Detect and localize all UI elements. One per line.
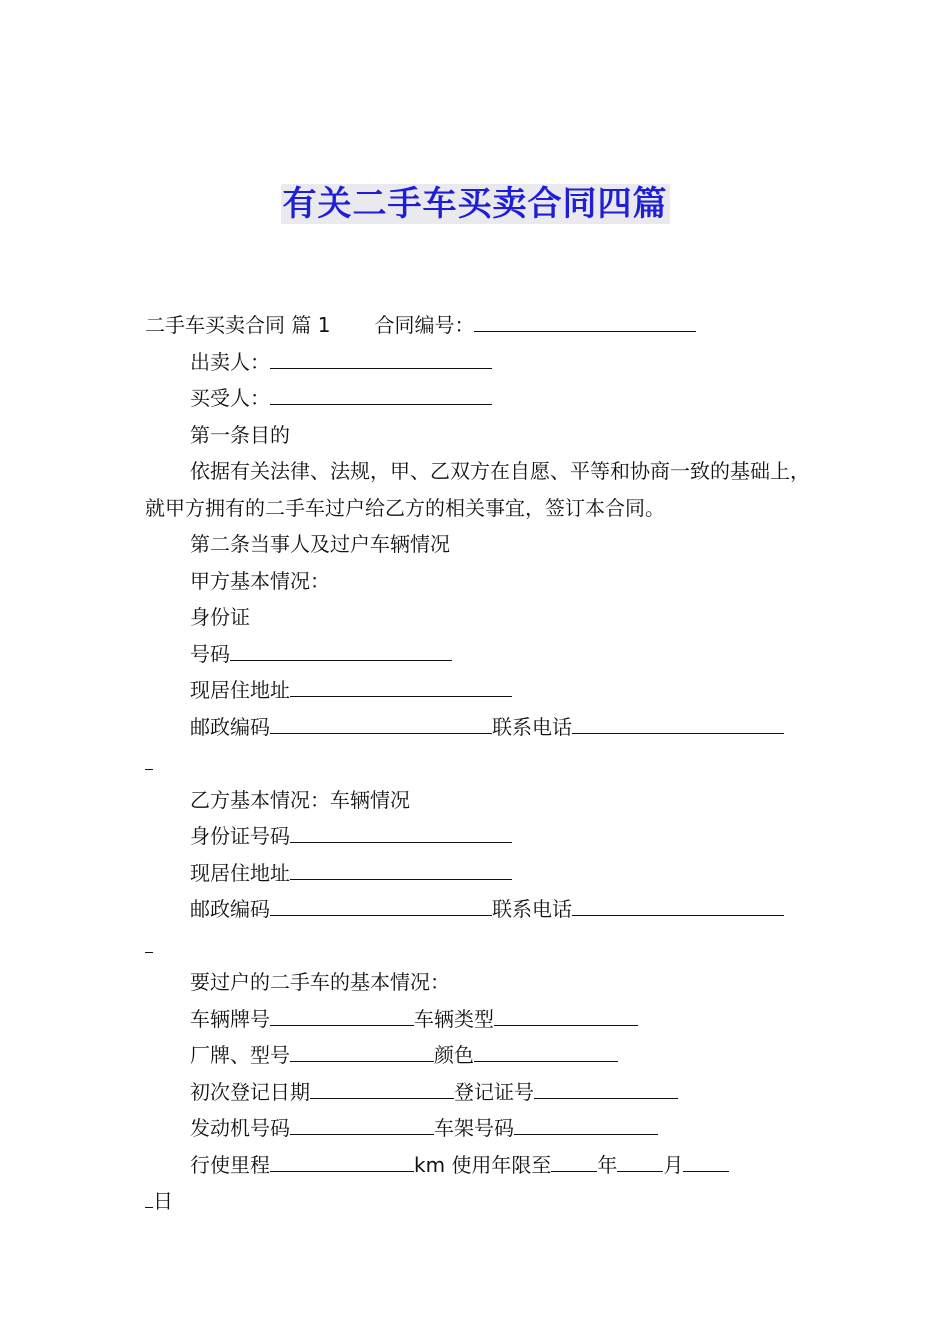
buyer-line <box>145 380 810 417</box>
reg-cert-label: 登记证号 <box>454 1079 534 1104</box>
party-a-address-blank[interactable] <box>290 674 512 697</box>
party-a-phone-label: 联系电话 <box>492 714 572 739</box>
reg-date-blank[interactable] <box>310 1076 454 1099</box>
party-b-address-label: 现居住地址 <box>190 860 290 885</box>
frame-label: 车架号码 <box>434 1116 514 1140</box>
vehicle-engine-line <box>145 1110 810 1147</box>
year-blank[interactable] <box>551 1149 597 1172</box>
party-b-postcode-blank[interactable] <box>270 893 492 916</box>
mileage-blank[interactable] <box>270 1149 414 1172</box>
vehicle-day-line <box>145 1183 810 1220</box>
party-a-postcode-label: 邮政编码 <box>190 714 270 739</box>
party-b-id-label: 身份证号码 <box>190 824 290 848</box>
color-label: 颜色 <box>434 1043 474 1067</box>
party-b-title: 乙方基本情况：车辆情况 <box>190 787 410 812</box>
reg-date-label: 初次登记日期 <box>190 1079 310 1104</box>
plate-label: 车辆牌号 <box>190 1006 270 1031</box>
year-label: 年 <box>597 1152 618 1177</box>
party-a-title: 甲方基本情况： <box>190 568 330 593</box>
km-label: km 使用年限至 <box>414 1152 552 1177</box>
party-b-phone-label: 联系电话 <box>492 897 572 921</box>
party-a-phone-blank[interactable] <box>572 711 784 734</box>
vehicle-plate-line <box>145 1001 810 1038</box>
brand-label: 厂牌、型号 <box>190 1043 290 1067</box>
article1-title: 第一条目的 <box>190 422 290 447</box>
day-blank[interactable] <box>683 1149 729 1172</box>
vehicle-brand-line <box>145 1037 810 1074</box>
reg-cert-blank[interactable] <box>534 1076 678 1099</box>
party-b-address-line <box>145 855 810 892</box>
plate-blank[interactable] <box>270 1003 414 1026</box>
document-title <box>0 176 950 225</box>
party-b-phone-blank[interactable] <box>572 893 784 916</box>
party-b-id-blank[interactable] <box>290 820 512 843</box>
party-b-id-line <box>145 818 810 855</box>
contract-body <box>145 307 810 1220</box>
day-label: 日 <box>153 1189 173 1213</box>
month-label: 月 <box>663 1152 684 1177</box>
document-title-text: 有关二手车买卖合同四篇 <box>282 184 668 224</box>
day-blank-wrap[interactable] <box>145 1185 153 1208</box>
party-b-phone-wrap <box>145 928 810 965</box>
contract-header-line <box>145 307 810 344</box>
engine-label: 发动机号码 <box>190 1116 290 1140</box>
color-blank[interactable] <box>474 1039 618 1062</box>
party-a-contact-line <box>145 709 810 746</box>
vehicle-title: 要过户的二手车的基本情况： <box>190 970 450 994</box>
frame-blank[interactable] <box>514 1112 658 1135</box>
party-a-id-number-label: 号码 <box>190 641 230 666</box>
buyer-label: 买受人： <box>190 386 270 410</box>
mileage-label: 行使里程 <box>190 1152 270 1177</box>
party-a-phone-blank-wrap[interactable] <box>145 747 153 770</box>
party-a-phone-wrap <box>145 745 810 782</box>
vehicle-type-blank[interactable] <box>494 1003 638 1026</box>
party-b-address-blank[interactable] <box>290 857 512 880</box>
vehicle-mileage-line <box>145 1147 810 1184</box>
seller-label: 出卖人： <box>190 349 270 374</box>
party-a-address-line <box>145 672 810 709</box>
article2-title: 第二条当事人及过户车辆情况 <box>190 532 450 556</box>
party-a-postcode-blank[interactable] <box>270 711 492 734</box>
vehicle-type-label: 车辆类型 <box>414 1006 494 1031</box>
party-a-id-blank[interactable] <box>230 638 452 661</box>
brand-blank[interactable] <box>290 1039 434 1062</box>
party-a-address-label: 现居住地址 <box>190 678 290 702</box>
party-b-phone-blank-wrap[interactable] <box>145 930 153 953</box>
month-blank[interactable] <box>617 1149 663 1172</box>
contract-number-label: 合同编号： <box>374 313 475 337</box>
engine-blank[interactable] <box>290 1112 434 1135</box>
party-a-id-label: 身份证 <box>190 605 250 629</box>
party-b-contact-line <box>145 891 810 928</box>
vehicle-reg-line <box>145 1074 810 1111</box>
seller-line <box>145 344 810 381</box>
article1-text: 依据有关法律、法规，甲、乙双方在自愿、平等和协商一致的基础上，就甲方拥有的二手车过户给乙方的相关事宜，签订本合同。 <box>145 459 810 520</box>
seller-blank[interactable] <box>270 346 492 369</box>
contract-number-blank[interactable] <box>474 309 696 332</box>
contract-header-left: 二手车买卖合同 篇 1 <box>145 313 331 337</box>
party-a-id-line <box>145 636 810 673</box>
buyer-blank[interactable] <box>270 382 492 405</box>
party-b-postcode-label: 邮政编码 <box>190 897 270 921</box>
